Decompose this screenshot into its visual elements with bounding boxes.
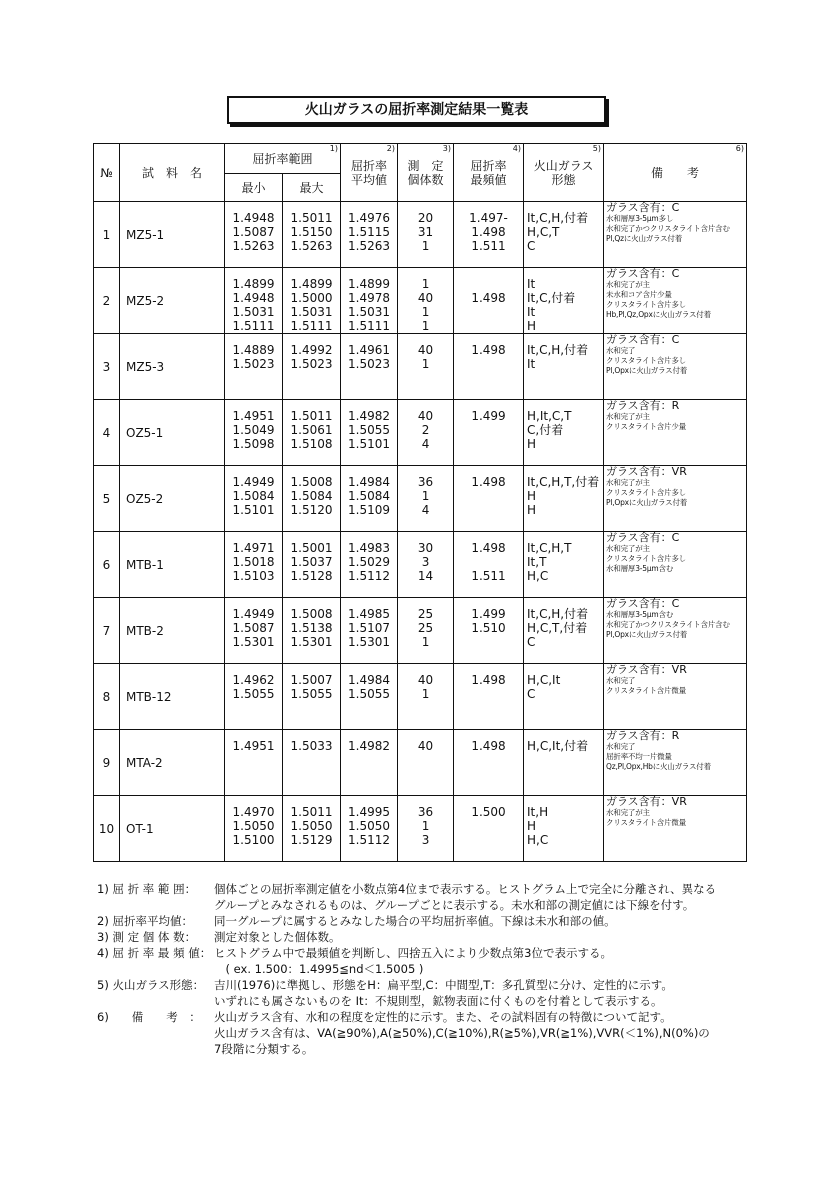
- row-number: 8: [94, 664, 120, 730]
- remarks: [604, 268, 747, 334]
- header-count: [398, 144, 454, 202]
- header-sample-name: 試 料 名: [120, 144, 225, 202]
- sample-name: MTB-2: [120, 598, 225, 664]
- glass-content: ガラス含有：R: [606, 399, 680, 412]
- table-header: [94, 144, 747, 202]
- glass-content: ガラス含有：C: [606, 201, 680, 214]
- table-row: [94, 400, 747, 466]
- footnote: [97, 881, 797, 913]
- glass-morphology: It,C,H,T It,T H,C: [524, 532, 604, 598]
- average-value: 1.4961 1.5023: [341, 334, 398, 400]
- footnote: [97, 945, 797, 977]
- footnote-text: 吉川(1976)に準拠し、形態をH：扁平型,C：中間型,T：多孔質型に分け、定性的に示す。 いずれにも属さないものを It：不規則型，鉱物表面に付くものを付着として表示する。: [214, 978, 673, 1008]
- range-min: 1.4951: [225, 730, 283, 796]
- range-max: 1.5007 1.5055: [283, 664, 341, 730]
- measured-count: 40 1: [398, 664, 454, 730]
- glass-content: ガラス含有：C: [606, 597, 680, 610]
- footnote: [97, 929, 797, 945]
- glass-morphology: H,C,It,付着: [524, 730, 604, 796]
- header-average-label: 屈折率平均値: [351, 158, 388, 187]
- header-remarks-label: 備 考: [651, 165, 700, 180]
- remark-line: 水和完了が主: [606, 544, 650, 553]
- measured-count: 20 31 1: [398, 202, 454, 268]
- remark-line: 水和完了: [606, 742, 636, 751]
- header-range-label: 屈折率範囲: [252, 151, 313, 166]
- glass-content: ガラス含有：C: [606, 267, 680, 280]
- glass-morphology: It,C,H,付着 H,C,T,付着 C: [524, 598, 604, 664]
- remarks: [604, 730, 747, 796]
- row-number: 4: [94, 400, 120, 466]
- range-min: 1.4889 1.5023: [225, 334, 283, 400]
- remarks: [604, 664, 747, 730]
- footnote-label: 4) 屈 折 率 最 頻 値：: [97, 946, 212, 960]
- table-row: [94, 268, 747, 334]
- footnote-text: ヒストグラム中で最頻値を判断し、四捨五入により少数点第3位で表示する。 ( ex. 1.500：1.4995≦nd＜1.5005 ): [214, 946, 612, 976]
- table-row: [94, 796, 747, 862]
- remark-line: クリスタライト含片多し: [606, 554, 686, 563]
- table-row: [94, 202, 747, 268]
- table-row: [94, 598, 747, 664]
- measured-count: 25 25 1: [398, 598, 454, 664]
- remark-line: Qz,Pl,Opx,Hbに火山ガラス付着: [606, 762, 711, 771]
- remark-line: 水和完了が主: [606, 808, 650, 817]
- measured-count: 1 40 1 1: [398, 268, 454, 334]
- header-morphology-label: 火山ガラス形態: [533, 158, 594, 187]
- remark-line: 水和完了が主: [606, 412, 650, 421]
- mode-value: 1.497-1.498 1.511: [454, 202, 524, 268]
- footnote-text: 火山ガラス含有、水和の程度を定性的に示す。また、その試料固有の特徴について記す。 火山ガラス含有は、VA(≧90%),A(≧50%),C(≧10%),R(≧5%),VR(≧1%),VVR(＜1%),N(0%)の 7段階に分類する。: [214, 1010, 710, 1056]
- remarks: [604, 796, 747, 862]
- table-row: [94, 664, 747, 730]
- glass-content: ガラス含有：VR: [606, 663, 687, 676]
- footnote: [97, 977, 797, 1009]
- average-value: 1.4984 1.5084 1.5109: [341, 466, 398, 532]
- range-min: 1.4951 1.5049 1.5098: [225, 400, 283, 466]
- measured-count: 40 2 4: [398, 400, 454, 466]
- header-count-label: 測 定個体数: [407, 158, 444, 187]
- average-value: 1.4982: [341, 730, 398, 796]
- sample-name: MZ5-1: [120, 202, 225, 268]
- mode-value: 1.498: [454, 268, 524, 334]
- glass-morphology: It,C,H,付着 H,C,T C: [524, 202, 604, 268]
- remark-line: Hb,Pl,Qz,Opxに火山ガラス付着: [606, 310, 711, 319]
- row-number: 5: [94, 466, 120, 532]
- table-row: [94, 730, 747, 796]
- mode-value: 1.498: [454, 664, 524, 730]
- mode-value: 1.498: [454, 730, 524, 796]
- remark-line: 水和完了が主: [606, 280, 650, 289]
- mode-value: 1.499 1.510: [454, 598, 524, 664]
- average-value: 1.4982 1.5055 1.5101: [341, 400, 398, 466]
- footnote: [97, 913, 797, 929]
- remark-line: 水和完了かつクリスタライト含片含む: [606, 620, 730, 629]
- range-max: 1.5033: [283, 730, 341, 796]
- table-row: [94, 532, 747, 598]
- header-range: [225, 144, 341, 174]
- footnote-mark: 3): [442, 144, 452, 153]
- range-max: 1.5008 1.5084 1.5120: [283, 466, 341, 532]
- remark-line: クリスタライト含片少量: [606, 422, 686, 431]
- glass-content: ガラス含有：VR: [606, 795, 687, 808]
- average-value: 1.4983 1.5029 1.5112: [341, 532, 398, 598]
- range-max: 1.4899 1.5000 1.5031 1.5111: [283, 268, 341, 334]
- range-max: 1.5008 1.5138 1.5301: [283, 598, 341, 664]
- results-table: [93, 143, 747, 862]
- header-average: [341, 144, 398, 202]
- row-number: 6: [94, 532, 120, 598]
- row-number: 2: [94, 268, 120, 334]
- measured-count: 40: [398, 730, 454, 796]
- footnote-mark: 5): [592, 144, 602, 153]
- table-row: [94, 334, 747, 400]
- range-min: 1.4899 1.4948 1.5031 1.5111: [225, 268, 283, 334]
- glass-morphology: It It,C,付着 It H: [524, 268, 604, 334]
- remark-line: Pl,Qzに火山ガラス付着: [606, 234, 683, 243]
- footnote-text: 測定対象とした個体数。: [214, 930, 341, 944]
- footnote-text: 個体ごとの屈折率測定値を小数点第4位まで表示する。ヒストグラム上で完全に分離され、異なる グループとみなされるものは、グループごとに表示する。未水和部の測定値には下線を付す。: [214, 882, 717, 912]
- range-max: 1.5011 1.5050 1.5129: [283, 796, 341, 862]
- measured-count: 30 3 14: [398, 532, 454, 598]
- remark-line: 水和層厚3-5μm多し: [606, 214, 674, 223]
- footnotes: [97, 881, 797, 1057]
- footnote-mark: 6): [735, 144, 745, 153]
- table-body: [94, 202, 747, 862]
- mode-value: 1.500: [454, 796, 524, 862]
- table-row: [94, 466, 747, 532]
- row-number: 3: [94, 334, 120, 400]
- remarks: [604, 466, 747, 532]
- header-max: 最大: [283, 174, 341, 202]
- remark-line: 屈折率不均一片微量: [606, 752, 672, 761]
- remarks: [604, 334, 747, 400]
- mode-value: 1.498: [454, 334, 524, 400]
- range-min: 1.4971 1.5018 1.5103: [225, 532, 283, 598]
- footnote: [97, 1009, 797, 1057]
- range-max: 1.5001 1.5037 1.5128: [283, 532, 341, 598]
- remark-line: Pl,Opxに火山ガラス付着: [606, 498, 688, 507]
- glass-content: ガラス含有：C: [606, 333, 680, 346]
- range-min: 1.4962 1.5055: [225, 664, 283, 730]
- footnote-label: 5) 火山ガラス形態：: [97, 978, 205, 992]
- row-number: 10: [94, 796, 120, 862]
- sample-name: MTB-1: [120, 532, 225, 598]
- remarks: [604, 532, 747, 598]
- sample-name: MZ5-2: [120, 268, 225, 334]
- mode-value: 1.498 1.511: [454, 532, 524, 598]
- remark-line: クリスタライト含片多し: [606, 488, 686, 497]
- sample-name: OZ5-2: [120, 466, 225, 532]
- glass-morphology: It,C,H,付着 It: [524, 334, 604, 400]
- range-min: 1.4970 1.5050 1.5100: [225, 796, 283, 862]
- remarks: [604, 598, 747, 664]
- page-title: 火山ガラスの屈折率測定結果一覧表: [227, 96, 606, 124]
- sample-name: MTA-2: [120, 730, 225, 796]
- range-min: 1.4948 1.5087 1.5263: [225, 202, 283, 268]
- remark-line: クリスタライト含片多し: [606, 356, 686, 365]
- remark-line: 未水和コア含片少量: [606, 290, 672, 299]
- remark-line: Pl,Opxに火山ガラス付着: [606, 630, 688, 639]
- footnote-mark: 1): [329, 144, 339, 153]
- remark-line: 水和層厚3-5μm含む: [606, 564, 674, 573]
- measured-count: 36 1 3: [398, 796, 454, 862]
- row-number: 1: [94, 202, 120, 268]
- header-morphology: [524, 144, 604, 202]
- header-no: №: [94, 144, 120, 202]
- measured-count: 40 1: [398, 334, 454, 400]
- remarks: [604, 400, 747, 466]
- glass-content: ガラス含有：R: [606, 729, 680, 742]
- header-remarks: [604, 144, 747, 202]
- row-number: 7: [94, 598, 120, 664]
- glass-morphology: H,It,C,T C,付着 H: [524, 400, 604, 466]
- glass-morphology: It,C,H,T,付着 H H: [524, 466, 604, 532]
- remark-line: クリスタライト含片微量: [606, 818, 686, 827]
- remark-line: 水和層厚3-5μm含む: [606, 610, 674, 619]
- glass-content: ガラス含有：VR: [606, 465, 687, 478]
- sample-name: MZ5-3: [120, 334, 225, 400]
- average-value: 1.4899 1.4978 1.5031 1.5111: [341, 268, 398, 334]
- glass-content: ガラス含有：C: [606, 531, 680, 544]
- sample-name: MTB-12: [120, 664, 225, 730]
- remarks: [604, 202, 747, 268]
- header-min: 最小: [225, 174, 283, 202]
- average-value: 1.4985 1.5107 1.5301: [341, 598, 398, 664]
- footnote-mark: 4): [512, 144, 522, 153]
- glass-morphology: H,C,It C: [524, 664, 604, 730]
- average-value: 1.4995 1.5050 1.5112: [341, 796, 398, 862]
- average-value: 1.4976 1.5115 1.5263: [341, 202, 398, 268]
- remark-line: 水和完了が主: [606, 478, 650, 487]
- remark-line: クリスタライト含片微量: [606, 686, 686, 695]
- footnote-text: 同一グループに属するとみなした場合の平均屈折率値。下線は未水和部の値。: [214, 914, 616, 928]
- remark-line: Pl,Opxに火山ガラス付着: [606, 366, 688, 375]
- header-mode-label: 屈折率最頻値: [470, 158, 507, 187]
- range-min: 1.4949 1.5084 1.5101: [225, 466, 283, 532]
- footnote-label: 6) 備 考 ：: [97, 1010, 201, 1024]
- mode-value: 1.498: [454, 466, 524, 532]
- footnote-label: 1) 屈 折 率 範 囲：: [97, 882, 197, 896]
- header-mode: [454, 144, 524, 202]
- remark-line: 水和完了: [606, 346, 636, 355]
- mode-value: 1.499: [454, 400, 524, 466]
- footnote-label: 2) 屈折率平均値：: [97, 914, 193, 928]
- row-number: 9: [94, 730, 120, 796]
- range-max: 1.5011 1.5061 1.5108: [283, 400, 341, 466]
- range-min: 1.4949 1.5087 1.5301: [225, 598, 283, 664]
- range-max: 1.5011 1.5150 1.5263: [283, 202, 341, 268]
- footnote-mark: 2): [386, 144, 396, 153]
- remark-line: 水和完了かつクリスタライト含片含む: [606, 224, 730, 233]
- remark-line: クリスタライト含片多し: [606, 300, 686, 309]
- footnote-label: 3) 測 定 個 体 数：: [97, 930, 197, 944]
- remark-line: 水和完了: [606, 676, 636, 685]
- average-value: 1.4984 1.5055: [341, 664, 398, 730]
- sample-name: OT-1: [120, 796, 225, 862]
- glass-morphology: It,H H H,C: [524, 796, 604, 862]
- range-max: 1.4992 1.5023: [283, 334, 341, 400]
- sample-name: OZ5-1: [120, 400, 225, 466]
- measured-count: 36 1 4: [398, 466, 454, 532]
